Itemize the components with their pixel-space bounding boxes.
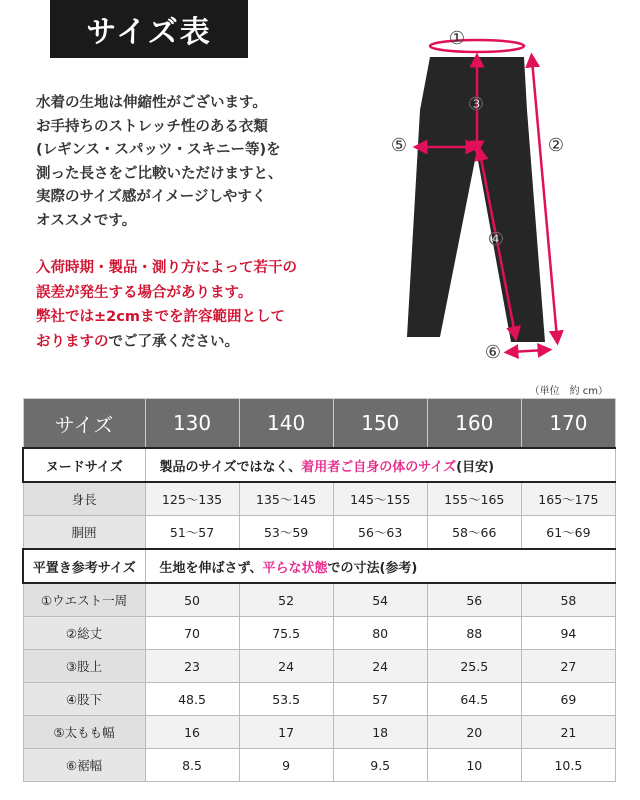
table-cell: 51～57 bbox=[145, 516, 239, 550]
table-row bbox=[23, 617, 616, 650]
warning-black: でご了承ください。 bbox=[108, 333, 239, 350]
table-row bbox=[23, 482, 616, 516]
table-cell: 125～135 bbox=[145, 482, 239, 516]
table-cell: 57 bbox=[333, 683, 427, 716]
header-cell: 160 bbox=[427, 399, 521, 449]
table-cell: 70 bbox=[145, 617, 239, 650]
section-note bbox=[145, 549, 616, 583]
header-cell: 130 bbox=[145, 399, 239, 449]
table-cell: 58～66 bbox=[427, 516, 521, 550]
table-cell: 75.5 bbox=[239, 617, 333, 650]
label-4: ④ bbox=[487, 229, 505, 250]
table-cell: 50 bbox=[145, 583, 239, 617]
note-text: での寸法(参考) bbox=[327, 560, 418, 576]
description bbox=[36, 92, 283, 233]
warning-line: 入荷時期・製品・測り方によって若干の bbox=[36, 260, 297, 276]
row-label: ⑥裾幅 bbox=[23, 749, 145, 782]
table-cell: 10 bbox=[427, 749, 521, 782]
table-row bbox=[23, 583, 616, 617]
table-cell: 48.5 bbox=[145, 683, 239, 716]
table-cell: 135～145 bbox=[239, 482, 333, 516]
table-cell: 155～165 bbox=[427, 482, 521, 516]
flat-size-section bbox=[23, 549, 616, 583]
note-highlight: 着用者ご自身の体のサイズ bbox=[301, 459, 457, 475]
table-row bbox=[23, 650, 616, 683]
header-cell: 140 bbox=[239, 399, 333, 449]
table-cell: 145～155 bbox=[333, 482, 427, 516]
table-cell: 16 bbox=[145, 716, 239, 749]
table-cell: 53.5 bbox=[239, 683, 333, 716]
note-text: (目安) bbox=[456, 459, 495, 475]
row-label: 身長 bbox=[23, 482, 145, 516]
row-label: ⑤太もも幅 bbox=[23, 716, 145, 749]
description-line: 水着の生地は伸縮性がございます。 bbox=[36, 95, 267, 111]
warning-line: 弊社では±2cmまでを許容範囲として bbox=[36, 309, 285, 325]
section-label: ヌードサイズ bbox=[23, 448, 145, 482]
table-cell: 54 bbox=[333, 583, 427, 617]
table-cell: 17 bbox=[239, 716, 333, 749]
table-row bbox=[23, 749, 616, 782]
page-title: サイズ表 bbox=[50, 0, 248, 58]
table-cell: 69 bbox=[521, 683, 615, 716]
table-cell: 25.5 bbox=[427, 650, 521, 683]
description-line: 測った長さをご比較いただけますと、 bbox=[36, 165, 283, 182]
row-label: ①ウエスト一周 bbox=[23, 583, 145, 617]
description-line: オススメです。 bbox=[36, 212, 137, 229]
label-6: ⑥ bbox=[484, 342, 502, 363]
row-label: ③股上 bbox=[23, 650, 145, 683]
warning-line bbox=[36, 330, 297, 355]
table-cell: 52 bbox=[239, 583, 333, 617]
table-cell: 61～69 bbox=[521, 516, 615, 550]
table-row bbox=[23, 516, 616, 550]
table-cell: 165～175 bbox=[521, 482, 615, 516]
table-header-row bbox=[23, 399, 616, 449]
label-2: ② bbox=[547, 135, 565, 156]
note-text: 生地を伸ばさず、 bbox=[159, 560, 263, 576]
warning-red: おりますの bbox=[36, 333, 109, 350]
description-line: (レギンス・スパッツ・スキニー等)を bbox=[36, 142, 281, 158]
label-1: ① bbox=[448, 28, 466, 49]
label-3: ③ bbox=[467, 94, 485, 115]
note-highlight: 平らな状態 bbox=[262, 560, 328, 576]
table-cell: 56 bbox=[427, 583, 521, 617]
warning-note bbox=[36, 256, 297, 354]
table-cell: 80 bbox=[333, 617, 427, 650]
row-label: 胴囲 bbox=[23, 516, 145, 550]
table-cell: 21 bbox=[521, 716, 615, 749]
nude-size-section bbox=[23, 448, 616, 482]
table-cell: 18 bbox=[333, 716, 427, 749]
table-cell: 8.5 bbox=[145, 749, 239, 782]
header-cell: サイズ bbox=[23, 399, 145, 449]
table-cell: 9.5 bbox=[333, 749, 427, 782]
header-cell: 170 bbox=[521, 399, 615, 449]
table-cell: 53～59 bbox=[239, 516, 333, 550]
table-cell: 94 bbox=[521, 617, 615, 650]
size-table bbox=[22, 398, 616, 782]
note-text: 製品のサイズではなく、 bbox=[159, 459, 302, 475]
table-cell: 58 bbox=[521, 583, 615, 617]
table-cell: 27 bbox=[521, 650, 615, 683]
unit-label: （単位 約 cm） bbox=[529, 386, 608, 397]
table-cell: 24 bbox=[333, 650, 427, 683]
table-cell: 88 bbox=[427, 617, 521, 650]
label-5: ⑤ bbox=[390, 135, 408, 156]
warning-line: 誤差が発生する場合があります。 bbox=[36, 284, 253, 301]
description-line: お手持ちのストレッチ性のある衣類 bbox=[36, 118, 268, 135]
table-cell: 24 bbox=[239, 650, 333, 683]
section-note bbox=[145, 448, 616, 482]
table-cell: 9 bbox=[239, 749, 333, 782]
header-cell: 150 bbox=[333, 399, 427, 449]
row-label: ②総丈 bbox=[23, 617, 145, 650]
table-row bbox=[23, 683, 616, 716]
table-cell: 10.5 bbox=[521, 749, 615, 782]
table-row bbox=[23, 716, 616, 749]
table-cell: 56～63 bbox=[333, 516, 427, 550]
table-cell: 23 bbox=[145, 650, 239, 683]
table-cell: 64.5 bbox=[427, 683, 521, 716]
description-line: 実際のサイズ感がイメージしやすく bbox=[36, 189, 267, 205]
row-label: ④股下 bbox=[23, 683, 145, 716]
leggings-diagram bbox=[380, 20, 580, 370]
table-cell: 20 bbox=[427, 716, 521, 749]
section-label: 平置き参考サイズ bbox=[23, 549, 145, 583]
